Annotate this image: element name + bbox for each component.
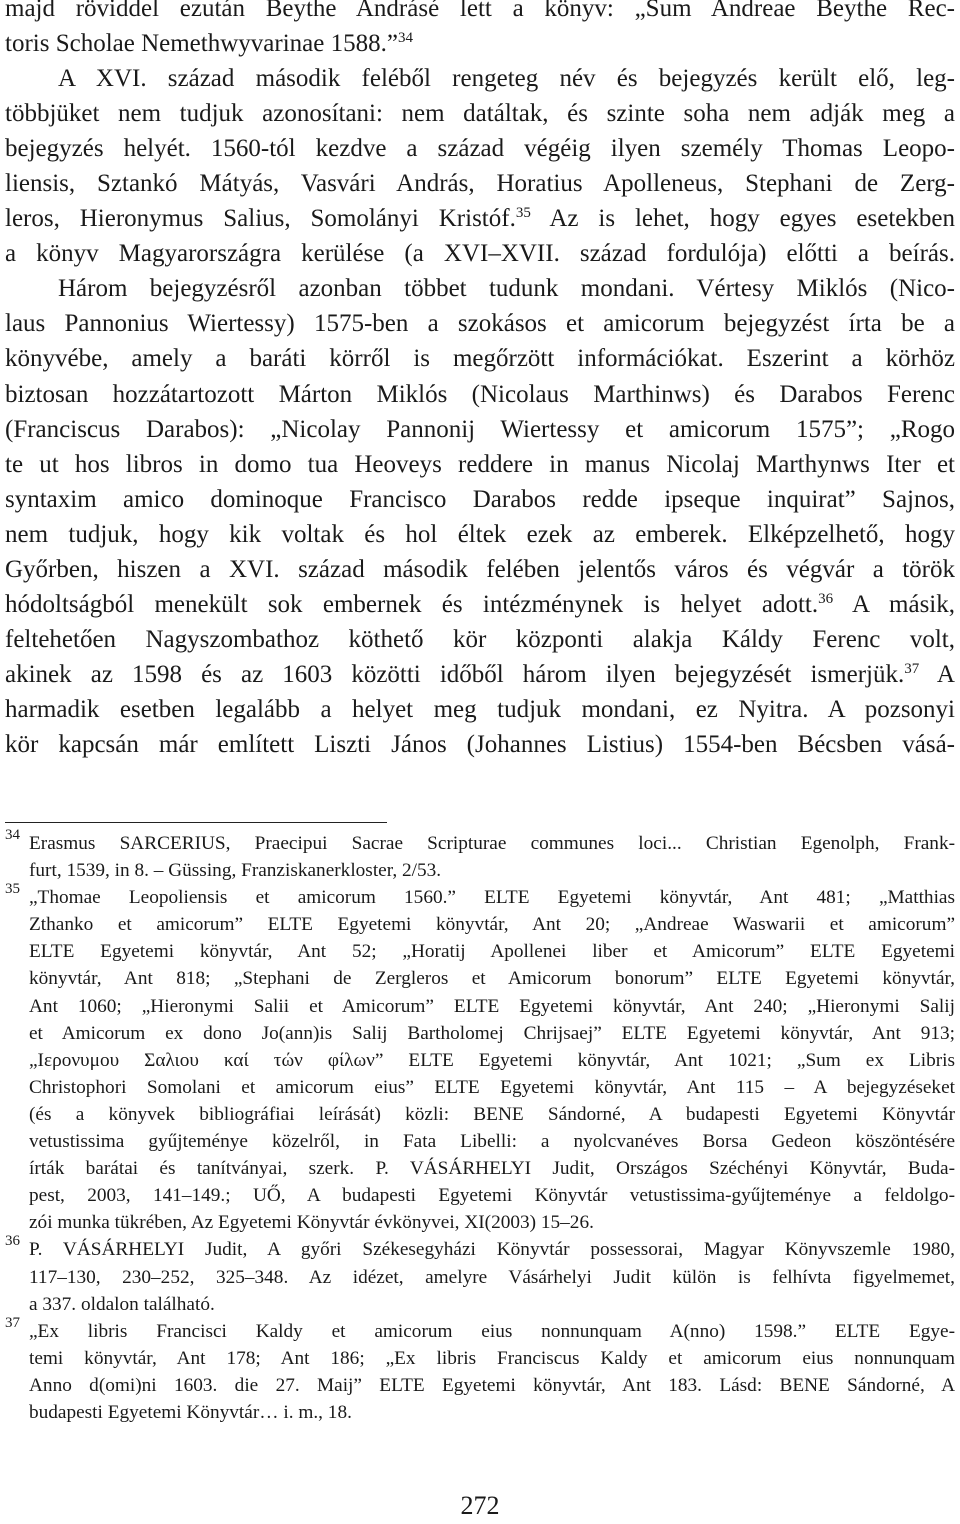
body-line-text-after: A [919,660,955,688]
footnote-line: Ant 1060; „Hieronymi Salii et Amicorum” ELTE Egyetemi könyvtár, Ant 240; „Hieronymi Salij [29,995,955,1017]
footnote-line: Erasmus SARCERIUS, Praecipui Sacrae Scripturae communes loci... Christian Egenolph, Frank- [29,833,955,854]
footnote-line: Christophori Somolani et amicorum eius” ELTE Egyetemi könyvtár, Ant 115 – A bejegyzéseket [29,1076,955,1098]
body-line-text: laus Pannonius Wiertessy) 1575-ben a szokásos et amicorum bejegyzést írta be a [5,310,955,338]
body-line [5,26,955,61]
body-line [5,482,955,517]
body-line [5,552,955,587]
footnote-line: vetustissima gyűjteménye közelről, in Fata Libelli: a nyolcvanéves Borsa Gedeon köszöntésére [29,1131,955,1153]
document-page [5,0,955,1524]
body-line-text-after: Az is lehet, hogy egyes esetekben [530,205,955,233]
body-line [5,447,955,482]
body-line [5,271,955,306]
body-line-text: leros, Hieronymus Salius, Somolányi Kristóf. [5,205,516,233]
page-number: 272 [460,1491,500,1520]
body-line [5,692,955,727]
footnote-line: ELTE Egyetemi könyvtár, Ant 52; „Horatij Apollenei liber et Amicorum” ELTE Egyetemi [29,941,955,963]
footnote-number: 36 [5,1233,20,1250]
body-line-text: nem tudjuk, hogy kik voltak és hol éltek ezek az emberek. Elképzelhető, hogy [5,520,955,548]
body-line-text: toris Scholae Nemethwyvarinae 1588.” [5,30,398,58]
body-line-text: A XVI. század második feléből rengeteg név és bejegyzés került elő, leg- [58,65,955,93]
body-line [5,306,955,341]
footnote-line: „Ex libris Francisci Kaldy et amicorum eius nonnunquam A(nno) 1598.” ELTE Egye- [29,1320,955,1342]
footnote-line: Anno d(omi)ni 1603. die 27. Maij” ELTE Egyetemi könyvtár, Ant 183. Lásd: BENE Sándorné, A [29,1374,955,1396]
footnote-line: P. VÁSÁRHELYI Judit, A győri Székesegyházi Könyvtár possessorai, Magyar Könyvszemle 1980, [29,1239,955,1261]
body-line-text: liensis, Sztankó Mátyás, Vasvári András, Horatius Apolleneus, Stephani de Zerg- [5,170,955,198]
body-line [5,587,955,622]
footnote-number: 35 [5,881,20,898]
body-line-text: többjüket nem tudjuk azonosítani: nem datáltak, és szinte soha nem adják meg a [5,100,955,128]
body-line-text: akinek az 1598 és az 1603 közötti időből három ilyen bejegyzését ismerjük. [5,660,905,688]
footnote-reference: 34 [397,30,413,47]
body-line-text: te ut hos libros in domo tua Heoveys reddere in manus Nicolaj Marthynws Iter et [5,450,955,478]
body-line-text: biztosan hozzátartozott Márton Miklós (Nicolaus Marthinws) és Darabos Ferenc [5,380,955,408]
footnote-line: et Amicorum ex dono Jo(ann)is Salij Bartholomej Chrijsaej” ELTE Egyetemi könyvtár, Ant 913; [29,1022,955,1044]
footnote-line: zói munka tükrében, Az Egyetemi Könyvtár évkönyvei, XI(2003) 15–26. [29,1212,594,1234]
body-line [5,96,955,131]
body-line [5,166,955,201]
body-line [5,0,955,26]
body-text [5,0,955,762]
footnote-line: Zthanko et amicorum” ELTE Egyetemi könyvtár, Ant 20; „Andreae Waswarii et amicorum” [29,914,955,936]
footnote-line: a 337. oldalon található. [29,1293,215,1315]
footnote-line: „Ιερονυμου Σαλιου καί τών φίλων” ELTE Egyetemi könyvtár, Ant 1021; „Sum ex Libris [29,1049,955,1071]
body-line [5,517,955,552]
body-line-text: bejegyzés helyét. 1560-tól kezdve a század végéig ilyen személy Thomas Leopo- [5,135,955,163]
footnote-reference: 36 [818,590,834,607]
footnotes [5,827,955,1426]
body-line-text: a könyv Magyarországra kerülése (a XVI–XVII. század fordulója) előtti a beírás. [5,240,955,268]
footnote-line: 117–130, 230–252, 325–348. Az idézet, amelyre Vásárhelyi Judit külön is felhívta figyelmemet, [29,1266,955,1288]
body-line-text: harmadik esetben legalább a helyet meg tudjuk mondani, ez Nyitra. A pozsonyi [5,695,955,723]
body-line [5,727,955,762]
body-line [5,657,955,692]
body-line [5,341,955,376]
footnote-line: budapesti Egyetemi Könyvtár… i. m., 18. [29,1401,352,1423]
body-line-text: Három bejegyzésről azonban többet tudunk mondani. Vértesy Miklós (Nico- [58,275,955,303]
body-line-text: könyvébe, amely a baráti körről is megőrzött információkat. Eszerint a körhöz [5,345,955,373]
body-line-text: Győrben, hiszen a XVI. század második felében jelentős város és végvár a török [5,555,955,583]
footnote-separator [5,822,387,823]
footnote [5,827,955,884]
footnote-line: könyvtár, Ant 818; „Stephani de Zergleros et Amicorum bonorum” ELTE Egyetemi könyvtár, [29,968,955,990]
footnote [5,1233,955,1317]
body-line-text: kör kapcsán már említett Liszti János (Johannes Listius) 1554-ben Bécsben vásá- [5,730,955,758]
footnote [5,1314,955,1426]
footnote-number: 34 [5,827,20,843]
footnote-line: „Thomae Leopoliensis et amicorum 1560.” ELTE Egyetemi könyvtár, Ant 481; „Matthias [29,887,955,909]
footnote-number: 37 [5,1314,20,1331]
body-line [5,131,955,166]
body-line [5,622,955,657]
body-line [5,201,955,236]
body-line [5,412,955,447]
footnote-line: pest, 2003, 141–149.; UŐ, A budapesti Egyetemi Könyvtár vetustissima-gyűjteménye a feldolgo- [29,1185,955,1207]
body-line-text: syntaxim amico dominoque Francisco Darabos redde ipseque inquirat” Sajnos, [5,485,955,513]
footnote-line: furt, 1539, in 8. – Güssing, Franziskanerkloster, 2/53. [29,860,442,882]
body-line [5,61,955,96]
footnote-reference: 35 [515,205,531,222]
footnote-line: írták barátai és tanítványai, szerk. P. VÁSÁRHELYI Judit, Országos Széchényi Könyvtár, Buda- [29,1158,955,1180]
body-line-text: (Franciscus Darabos): „Nicolay Pannonij Wiertessy et amicorum 1575”; „Rogo [5,415,955,443]
footnote [5,881,955,1236]
footnote-reference: 37 [904,660,920,677]
footnote-line: temi könyvtár, Ant 178; Ant 186; „Ex libris Franciscus Kaldy et amicorum eius nonnunquam [29,1347,955,1369]
body-line-text-after: A másik, [833,590,955,618]
footnote-line: (és a könyvek bibliográfiai leírását) közli: BENE Sándorné, A budapesti Egyetemi Könyvtár [29,1103,955,1125]
body-line-text: hódoltságból menekült sok embernek és intézménynek is helyet adott. [5,590,819,618]
body-line-text: majd röviddel ezután Beythe Andrásé lett a könyv: „Sum Andreae Beythe Rec- [5,0,955,22]
body-line-text: feltehetően Nagyszombathoz köthető kör központi alakja Káldy Ferenc volt, [5,625,955,653]
body-line [5,377,955,412]
body-line [5,236,955,271]
